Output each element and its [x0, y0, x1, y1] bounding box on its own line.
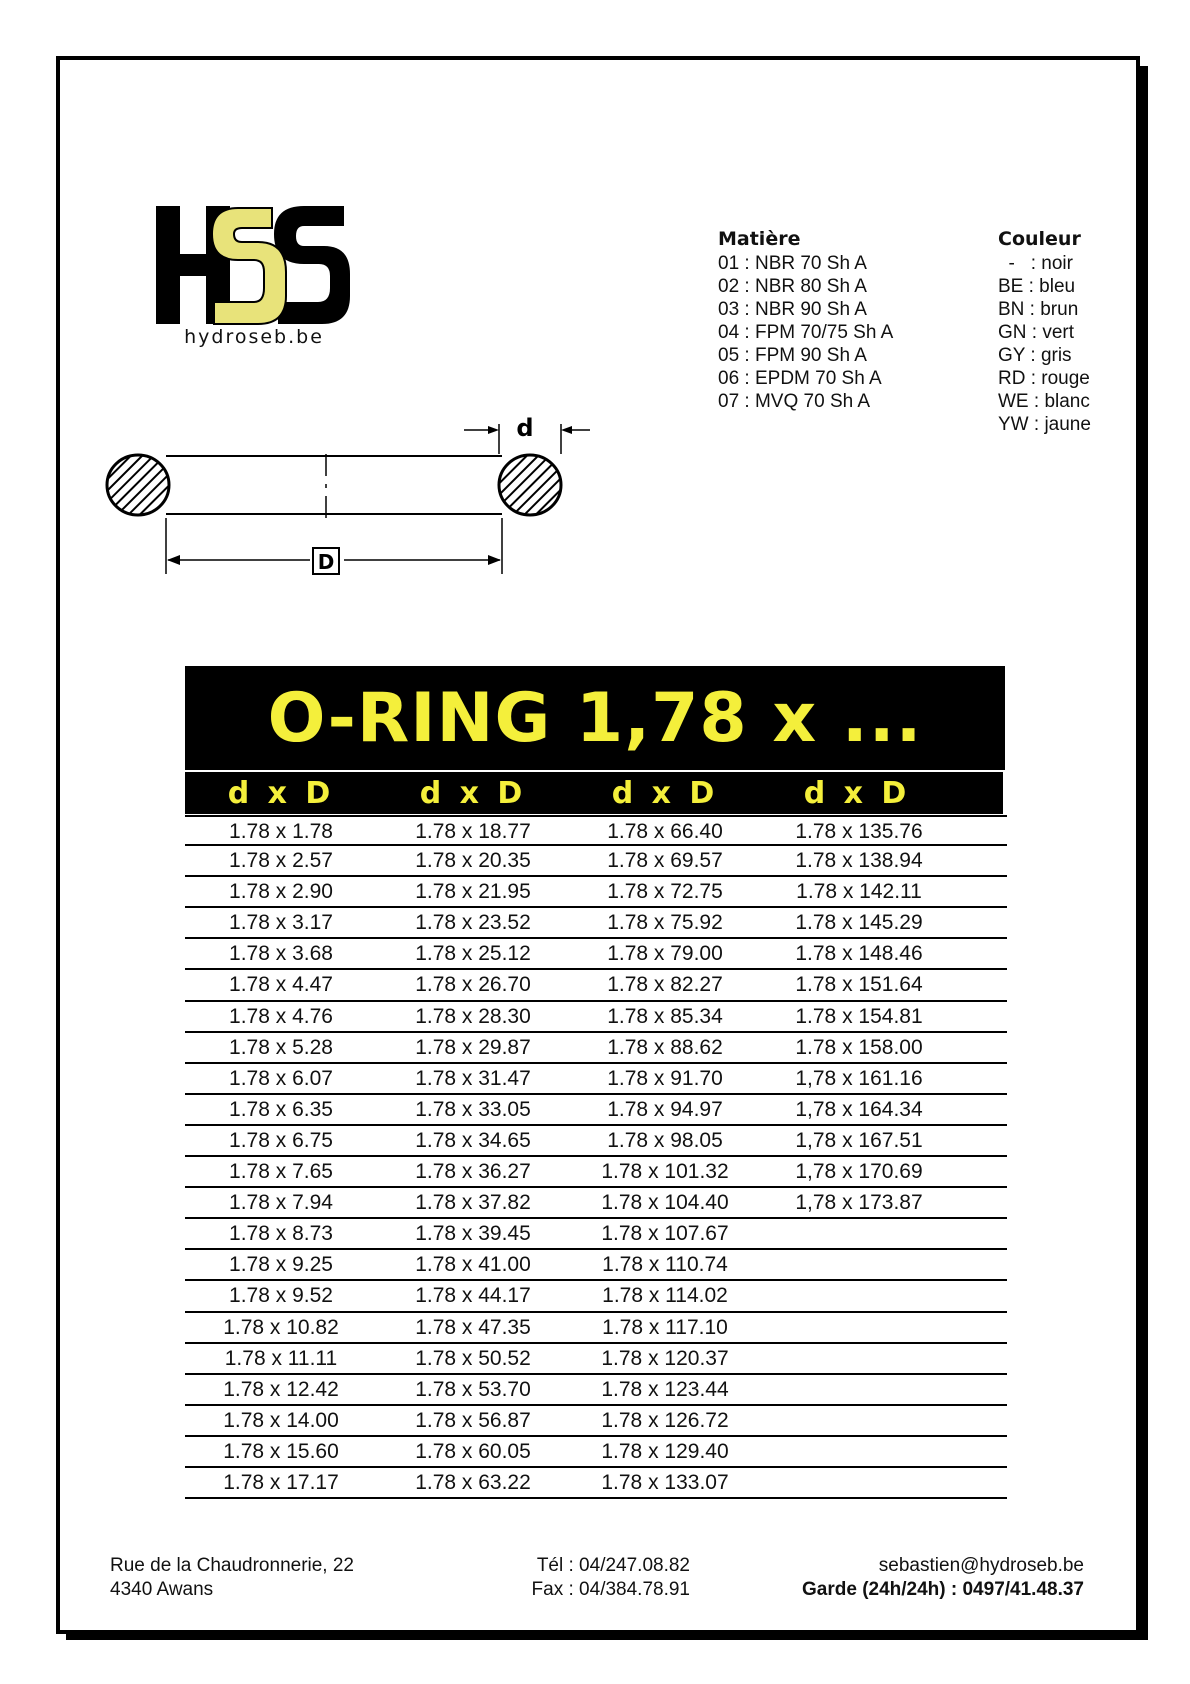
table-cell: 1.78 x 82.27 [607, 973, 723, 997]
table-cell [761, 1219, 957, 1248]
table-cell: 1.78 x 126.72 [601, 1408, 729, 1432]
table-cell: 1.78 x 39.45 [415, 1222, 531, 1246]
hydroseb-logo [154, 206, 354, 346]
material-item: 03 : NBR 90 Sh A [718, 299, 867, 320]
table-cell: 1.78 x 41.00 [415, 1253, 531, 1277]
table-row [185, 1468, 1007, 1499]
colour-item: GY : gris [998, 345, 1072, 366]
email-link[interactable]: sebastien@hydroseb.be [878, 1555, 1084, 1576]
table-cell: 1.78 x 6.35 [229, 1097, 333, 1121]
table-row [185, 1188, 1007, 1219]
table-cell [761, 1468, 957, 1497]
table-cell: 1.78 x 47.35 [415, 1315, 531, 1339]
table-cell: 1.78 x 145.29 [795, 911, 923, 935]
table-row [185, 1375, 1007, 1406]
table-cell: 1.78 x 104.40 [601, 1191, 729, 1215]
colour-item: GN : vert [998, 322, 1075, 343]
table-cell: 1.78 x 110.74 [602, 1253, 728, 1277]
address-line: Rue de la Chaudronnerie, 22 [110, 1555, 355, 1576]
table-cell: 1.78 x 79.00 [607, 942, 723, 966]
colour-legend [998, 228, 1091, 436]
material-heading: Matière [718, 228, 801, 250]
table-cell: 1.78 x 12.42 [223, 1377, 339, 1401]
column-header: d x D [419, 776, 527, 811]
table-cell: 1.78 x 25.12 [415, 942, 531, 966]
material-item: 06 : EPDM 70 Sh A [718, 368, 882, 389]
table-cell: 1.78 x 4.47 [229, 973, 333, 997]
table-cell: 1.78 x 37.82 [415, 1191, 531, 1215]
table-cell: 1.78 x 158.00 [795, 1035, 923, 1059]
table-row [185, 1437, 1007, 1468]
table-cell: 1.78 x 33.05 [415, 1097, 531, 1121]
colour-item: BN : brun [998, 299, 1079, 320]
table-cell: 1.78 x 72.75 [607, 880, 723, 904]
table-cell: 1.78 x 28.30 [415, 1004, 531, 1028]
table-cell: 1.78 x 114.02 [602, 1284, 728, 1308]
table-cell: 1.78 x 36.27 [415, 1160, 531, 1184]
table-cell: 1.78 x 88.62 [607, 1035, 723, 1059]
table-cell: 1.78 x 75.92 [607, 911, 723, 935]
table-row [185, 1095, 1007, 1126]
colour-item: - : noir [998, 253, 1073, 274]
table-row [185, 815, 1007, 846]
table-cell: 1.78 x 18.77 [415, 820, 531, 843]
table-row [185, 908, 1007, 939]
material-item: 05 : FPM 90 Sh A [718, 345, 867, 366]
table-cell: 1.78 x 7.65 [229, 1160, 333, 1184]
table-cell: 1.78 x 98.05 [607, 1128, 723, 1152]
footer-contact [802, 1554, 1084, 1602]
colour-item: RD : rouge [998, 368, 1090, 389]
table-cell: 1.78 x 15.60 [223, 1439, 339, 1463]
table-cell: 1.78 x 101.32 [601, 1160, 729, 1184]
oring-diagram [100, 406, 590, 596]
table-cell: 1.78 x 23.52 [415, 911, 531, 935]
table-cell: 1.78 x 6.07 [229, 1066, 333, 1090]
table-cell: 1.78 x 142.11 [796, 880, 922, 904]
material-item: 01 : NBR 70 Sh A [718, 253, 867, 274]
table-cell: 1.78 x 7.94 [229, 1191, 333, 1215]
table-row [185, 970, 1007, 1001]
column-header: d x D [227, 776, 335, 811]
diagram-label-d: d [516, 414, 534, 442]
colour-item: BE : bleu [998, 276, 1076, 297]
address-line: 4340 Awans [110, 1579, 214, 1600]
table-row [185, 1126, 1007, 1157]
footer-address [110, 1554, 354, 1602]
table-cell: 1.78 x 20.35 [415, 849, 531, 873]
table-cell: 1.78 x 9.25 [229, 1253, 333, 1277]
table-cell [761, 1344, 957, 1373]
table-cell [761, 1375, 957, 1404]
table-cell: 1.78 x 21.95 [415, 880, 531, 904]
table-row [185, 1281, 1007, 1312]
material-item: 04 : FPM 70/75 Sh A [718, 322, 894, 343]
column-header: d x D [803, 776, 911, 811]
table-cell: 1.78 x 138.94 [795, 849, 923, 873]
table-row [185, 1002, 1007, 1033]
table-cell: 1.78 x 6.75 [229, 1128, 333, 1152]
table-cell: 1,78 x 173.87 [795, 1191, 923, 1215]
table-cell: 1.78 x 107.67 [601, 1222, 729, 1246]
table-cell: 1.78 x 53.70 [415, 1377, 531, 1401]
table-row [185, 1313, 1007, 1344]
table-cell: 1.78 x 29.87 [415, 1035, 531, 1059]
title-banner [185, 666, 1005, 770]
table-cell: 1.78 x 63.22 [415, 1470, 531, 1494]
table-cell: 1.78 x 50.52 [415, 1346, 531, 1370]
table-cell: 1.78 x 133.07 [601, 1470, 729, 1494]
table-cell: 1,78 x 170.69 [795, 1160, 923, 1184]
table-row [185, 1064, 1007, 1095]
table-cell: 1.78 x 9.52 [229, 1284, 333, 1308]
table-cell: 1.78 x 148.46 [795, 942, 923, 966]
material-legend [718, 228, 893, 413]
table-cell: 1.78 x 123.44 [601, 1377, 729, 1401]
table-cell [761, 1437, 957, 1466]
table-cell: 1.78 x 10.82 [223, 1315, 339, 1339]
page-title: O-RING 1,78 x ... [267, 678, 923, 758]
size-table [185, 815, 1007, 1499]
table-cell: 1.78 x 151.64 [795, 973, 923, 997]
table-cell: 1.78 x 1.78 [229, 820, 333, 843]
table-cell: 1.78 x 2.57 [229, 849, 333, 873]
table-cell: 1.78 x 14.00 [223, 1408, 339, 1432]
material-item: 02 : NBR 80 Sh A [718, 276, 867, 297]
emergency-number: Garde (24h/24h) : 0497/41.48.37 [802, 1579, 1084, 1600]
table-cell: 1.78 x 56.87 [415, 1408, 531, 1432]
table-cell: 1.78 x 17.17 [223, 1470, 339, 1494]
table-cell: 1.78 x 60.05 [415, 1439, 531, 1463]
phone-number: Tél : 04/247.08.82 [536, 1555, 690, 1576]
table-cell: 1.78 x 11.11 [224, 1346, 338, 1370]
table-cell [761, 1281, 957, 1310]
logo-text: hydroseb.be [184, 326, 324, 348]
table-cell: 1.78 x 34.65 [415, 1128, 531, 1152]
colour-heading: Couleur [998, 228, 1081, 250]
table-cell: 1.78 x 154.81 [795, 1004, 923, 1028]
table-row [185, 1033, 1007, 1064]
table-cell [761, 1313, 957, 1342]
table-cell: 1.78 x 4.76 [229, 1004, 333, 1028]
table-cell: 1.78 x 69.57 [607, 849, 723, 873]
colour-item: YW : jaune [998, 414, 1091, 435]
table-row [185, 1344, 1007, 1375]
table-row [185, 846, 1007, 877]
table-row [185, 1157, 1007, 1188]
column-header: d x D [611, 776, 719, 811]
table-row [185, 1219, 1007, 1250]
material-item: 07 : MVQ 70 Sh A [718, 391, 871, 412]
table-cell: 1.78 x 94.97 [607, 1097, 723, 1121]
table-cell: 1.78 x 129.40 [601, 1439, 729, 1463]
fax-number: Fax : 04/384.78.91 [531, 1579, 690, 1600]
table-cell: 1.78 x 5.28 [229, 1035, 333, 1059]
table-cell: 1.78 x 31.47 [415, 1066, 531, 1090]
table-cell: 1.78 x 44.17 [415, 1284, 531, 1308]
table-cell: 1,78 x 161.16 [795, 1066, 923, 1090]
table-cell: 1.78 x 135.76 [795, 820, 923, 843]
table-cell: 1,78 x 164.34 [795, 1097, 923, 1121]
table-cell: 1.78 x 117.10 [602, 1315, 728, 1339]
table-cell [761, 1250, 957, 1279]
table-cell: 1.78 x 8.73 [229, 1222, 333, 1246]
table-cell: 1.78 x 66.40 [607, 820, 723, 843]
table-cell: 1.78 x 3.68 [229, 942, 333, 966]
table-cell: 1,78 x 167.51 [795, 1128, 923, 1152]
table-cell: 1.78 x 2.90 [229, 880, 333, 904]
table-row [185, 939, 1007, 970]
colour-item: WE : blanc [998, 391, 1090, 412]
table-row [185, 1406, 1007, 1437]
table-row [185, 1250, 1007, 1281]
table-cell: 1.78 x 26.70 [415, 973, 531, 997]
table-cell: 1.78 x 91.70 [607, 1066, 723, 1090]
table-cell [761, 1406, 957, 1435]
table-cell: 1.78 x 3.17 [229, 911, 333, 935]
table-cell: 1.78 x 85.34 [607, 1004, 723, 1028]
diagram-label-D: D [317, 550, 335, 574]
table-row [185, 877, 1007, 908]
table-cell: 1.78 x 120.37 [601, 1346, 729, 1370]
footer-phones [520, 1554, 690, 1602]
